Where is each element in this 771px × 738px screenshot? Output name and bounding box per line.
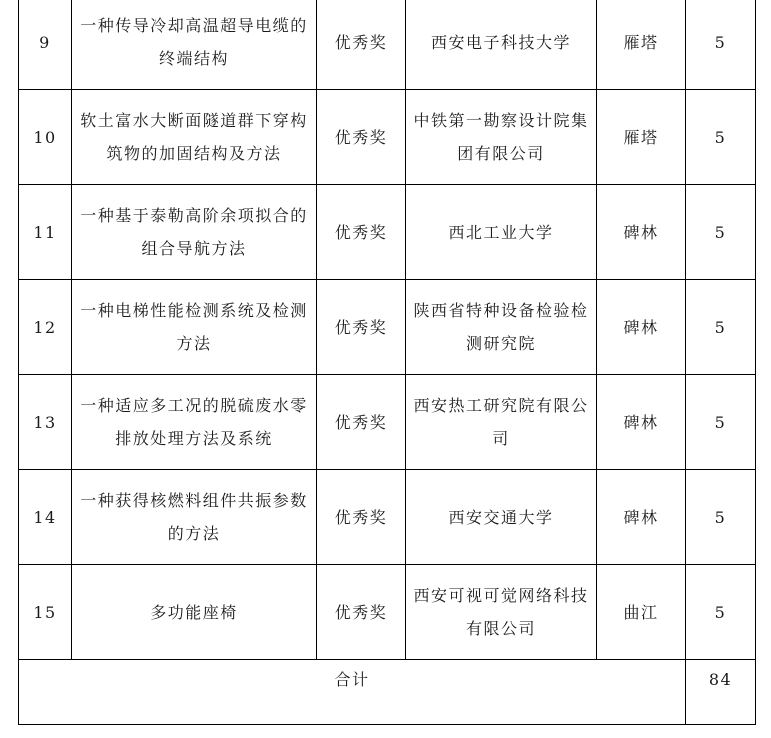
organization-line: 西北工业大学 <box>448 222 554 242</box>
project-name-cell <box>72 375 317 470</box>
organization-line: 西安交通大学 <box>448 507 554 527</box>
project-name-cell <box>72 90 317 185</box>
project-name-line: 终端结构 <box>158 49 229 68</box>
organization-line: 有限公司 <box>465 619 536 638</box>
project-name-line: 方法 <box>176 334 212 353</box>
table-row <box>19 90 756 185</box>
total-value: 84 <box>686 660 756 725</box>
project-name-line: 一种电梯性能检测系统及检测 <box>80 301 308 320</box>
award-level: 优秀奖 <box>317 565 406 660</box>
total-row <box>19 660 756 725</box>
organization-cell <box>406 185 597 280</box>
row-number: 11 <box>19 185 72 280</box>
organization-cell <box>406 470 597 565</box>
organization-line: 测研究院 <box>465 334 536 353</box>
district: 碑林 <box>597 470 686 565</box>
project-name-line: 的方法 <box>167 524 221 543</box>
award-level: 优秀奖 <box>317 185 406 280</box>
row-number: 13 <box>19 375 72 470</box>
organization-cell <box>406 90 597 185</box>
organization-cell <box>406 565 597 660</box>
project-name-line: 一种适应多工况的脱硫废水零 <box>80 396 308 415</box>
organization-line: 陕西省特种设备检验检 <box>413 301 589 320</box>
organization-line: 团有限公司 <box>457 144 545 163</box>
organization-line: 中铁第一勘察设计院集 <box>413 111 589 130</box>
project-name-cell <box>72 0 317 90</box>
award-level: 优秀奖 <box>317 90 406 185</box>
organization-line: 西安热工研究院有限公 <box>413 396 589 415</box>
total-label: 合计 <box>19 660 686 725</box>
row-number: 9 <box>19 0 72 90</box>
table-row <box>19 185 756 280</box>
score: 5 <box>686 185 756 280</box>
row-number: 14 <box>19 470 72 565</box>
project-name-line: 组合导航方法 <box>141 239 247 258</box>
project-name-line: 一种获得核燃料组件共振参数 <box>80 491 308 510</box>
district: 雁塔 <box>597 90 686 185</box>
organization-cell <box>406 280 597 375</box>
district: 雁塔 <box>597 0 686 90</box>
project-name-cell <box>72 565 317 660</box>
project-name-line: 筑物的加固结构及方法 <box>106 144 282 163</box>
district: 碑林 <box>597 375 686 470</box>
table-row <box>19 280 756 375</box>
score: 5 <box>686 565 756 660</box>
score: 5 <box>686 280 756 375</box>
award-level: 优秀奖 <box>317 280 406 375</box>
award-level: 优秀奖 <box>317 375 406 470</box>
project-name-line: 多功能座椅 <box>150 602 238 622</box>
organization-line: 司 <box>492 429 510 448</box>
score: 5 <box>686 0 756 90</box>
row-number: 10 <box>19 90 72 185</box>
award-level: 优秀奖 <box>317 0 406 90</box>
score: 5 <box>686 90 756 185</box>
organization-cell <box>406 0 597 90</box>
district: 碑林 <box>597 280 686 375</box>
project-name-line: 排放处理方法及系统 <box>115 429 273 448</box>
district: 碑林 <box>597 185 686 280</box>
row-number: 15 <box>19 565 72 660</box>
organization-line: 西安可视可觉网络科技 <box>413 586 589 605</box>
project-name-cell <box>72 470 317 565</box>
project-name-line: 一种基于泰勒高阶余项拟合的 <box>80 206 308 225</box>
project-name-line: 一种传导冷却高温超导电缆的 <box>80 16 308 35</box>
organization-line: 西安电子科技大学 <box>430 32 571 52</box>
award-level: 优秀奖 <box>317 470 406 565</box>
organization-cell <box>406 375 597 470</box>
table-row <box>19 565 756 660</box>
table-row <box>19 375 756 470</box>
project-name-cell <box>72 185 317 280</box>
table-row <box>19 470 756 565</box>
district: 曲江 <box>597 565 686 660</box>
project-name-cell <box>72 280 317 375</box>
score: 5 <box>686 375 756 470</box>
row-number: 12 <box>19 280 72 375</box>
table-row <box>19 0 756 90</box>
score: 5 <box>686 470 756 565</box>
project-name-line: 软土富水大断面隧道群下穿构 <box>80 111 308 130</box>
awards-table <box>18 0 756 725</box>
